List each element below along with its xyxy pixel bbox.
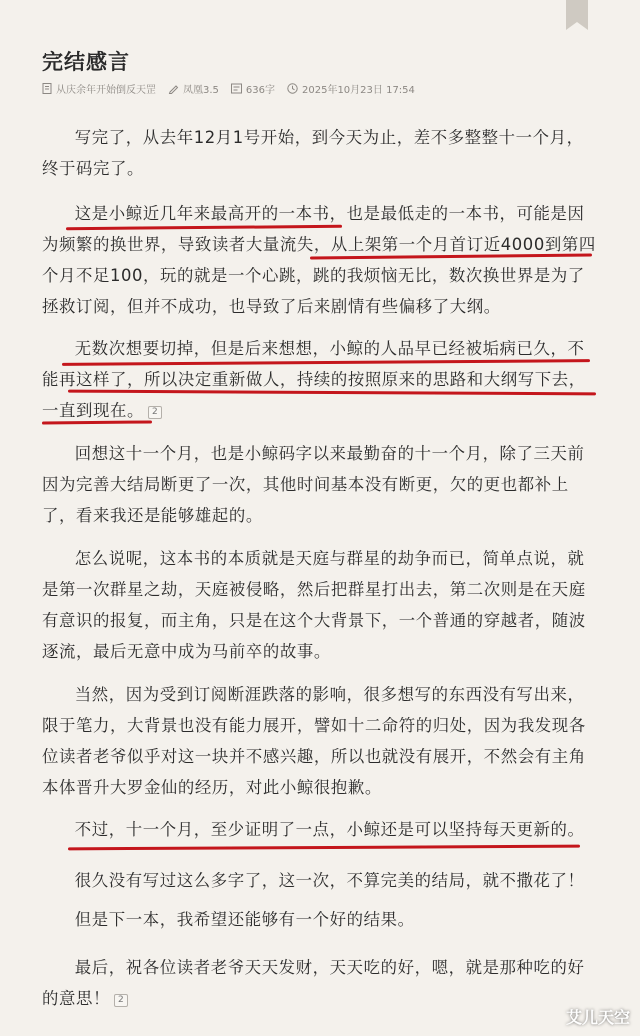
meta-book-label: 从庆余年开始倒反天罡: [56, 84, 156, 96]
paragraph: 很久没有写过这么多字了，这一次，不算完美的结局，就不撒花了！: [74, 871, 585, 890]
meta-word-count: [231, 81, 275, 96]
paragraph-text: 无数次想要切掉，但是后来想想，小鲸的人品早已经被垢病已久，不能再这样了，所以决定重新做人，持续的按照原来的思路和大纲写下去，一直到现在。: [42, 339, 586, 420]
meta-book[interactable]: [42, 81, 156, 96]
meta-model: [168, 81, 219, 96]
meta-datetime: [287, 81, 415, 96]
paragraph: 写完了，从去年12月1号开始，到今天为止，差不多整整十一个月，终于码完了。: [42, 128, 584, 178]
paragraph: 回想这十一个月，也是小鲸码字以来最勤奋的十一个月，除了三天前因为完善大结局断更了一次，其他时间基本没有断更，欠的更也都补上了，看来我还是能够雄起的。: [42, 444, 585, 525]
paragraph: [42, 952, 598, 1014]
bookmark-icon[interactable]: [566, 0, 588, 22]
comment-count-badge[interactable]: 2: [148, 406, 162, 419]
watermark: 艾儿天空: [565, 1008, 630, 1027]
clock-icon: [287, 83, 298, 94]
paragraph: 当然，因为受到订阅断涯跌落的影响，很多想写的东西没有写出来，限于笔力，大背景也没有能力展开，譬如十二命符的归处，因为我发现各位读者老爷似乎对这一块并不感兴趣，所以也就没有展开，不然会有主角本体晋升大罗金仙的经历，对此小鲸很抱歉。: [42, 685, 586, 797]
text-count-icon: [231, 83, 242, 94]
pen-icon: [168, 83, 179, 94]
meta-word-count-label: 636字: [245, 84, 275, 96]
article-title: 完结感言: [42, 50, 130, 74]
article-meta: [42, 80, 427, 96]
highlight-underline: [68, 845, 580, 851]
paragraph: 这是小鲸近几年来最高开的一本书，也是最低走的一本书，可能是因为频繁的换世界，导致读者大量流失，从上架第一个月首订近4000到第四个月不足100，玩的就是一个心跳，跳的我烦恼无比，数次换世界是为了拯救订阅，但并不成功，也导致了后来剧情有些偏移了大纲。: [42, 204, 596, 316]
paragraph-text: 最后，祝各位读者老爷天天发财，天天吃的好，嗯，就是那种吃的好的意思！: [42, 958, 585, 1008]
paragraph: 不过，十一个月，至少证明了一点，小鲸还是可以坚持每天更新的。: [74, 820, 585, 839]
meta-datetime-label: 2025年10月23日 17:54: [302, 84, 415, 96]
meta-model-label: 凤凰3.5: [183, 84, 219, 96]
paragraph: 但是下一本，我希望还能够有一个好的结果。: [74, 910, 415, 929]
comment-count-badge[interactable]: 2: [114, 994, 128, 1007]
paragraph: 怎么说呢，这本书的本质就是天庭与群星的劫争而已，简单点说，就是第一次群星之劫，天庭被侵略，然后把群星打出去，第二次则是在天庭有意识的报复，而主角，只是在这个大背景下，一个普通的穿越者，随波逐流，最后无意中成为马前卒的故事。: [42, 549, 586, 661]
paragraph: [42, 333, 598, 426]
document-icon: [42, 83, 52, 94]
